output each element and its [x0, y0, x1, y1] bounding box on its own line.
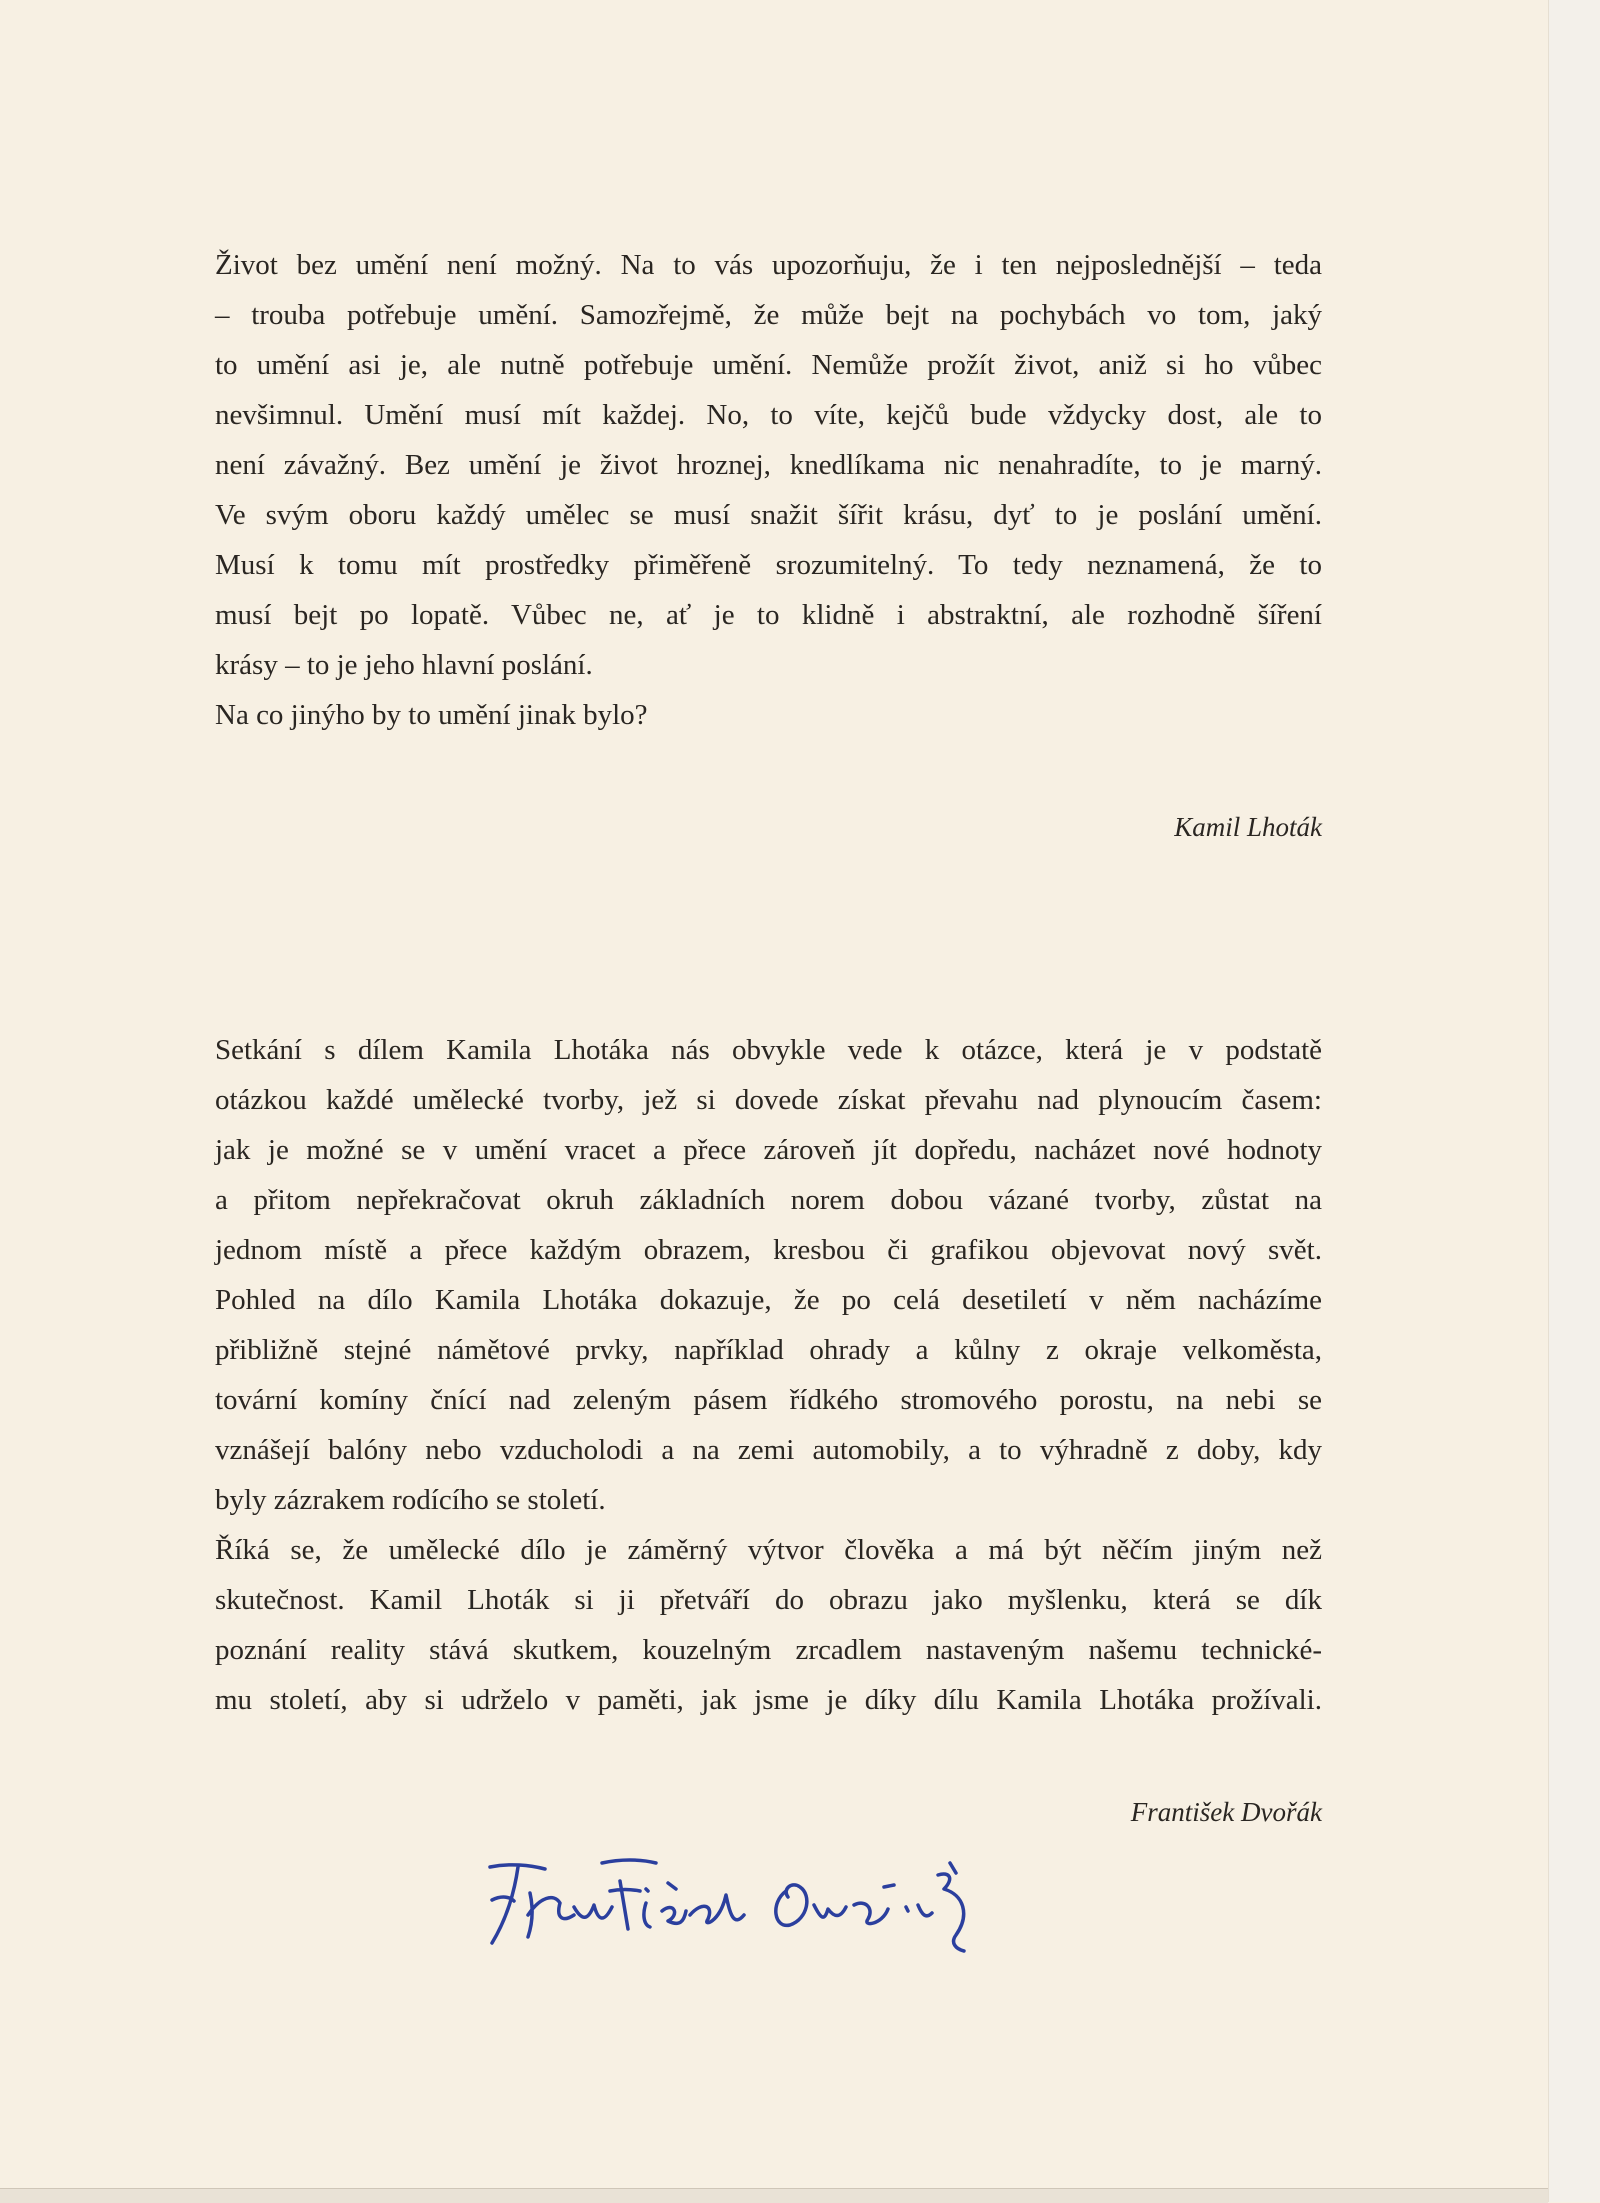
quote-line: musí bejt po lopatě. Vůbec ne, ať je to klidně i abstraktní, ale rozhodně šíření — [215, 599, 1322, 631]
essay-line: a přitom nepřekračovat okruh základních norem dobou vázané tvorby, zůstat na — [215, 1184, 1322, 1216]
essay-line: jednom místě a přece každým obrazem, kresbou či grafikou objevovat nový svět. — [215, 1234, 1322, 1266]
essay-line: jak je možné se v umění vracet a přece zároveň jít dopředu, nacházet nové hodnoty — [215, 1134, 1322, 1166]
essay-line: přibližně stejné námětové prvky, například ohrady a kůlny z okraje velkoměsta, — [215, 1334, 1322, 1366]
essay-line: mu století, aby si udrželo v paměti, jak jsme je díky dílu Kamila Lhotáka prožívali. — [215, 1684, 1322, 1716]
quote-line: Ve svým oboru každý umělec se musí snažit šířit krásu, dyť to je poslání umění. — [215, 499, 1322, 531]
essay-line: byly zázrakem rodícího se století. — [215, 1484, 606, 1516]
essay-line: tovární komíny čnící nad zeleným pásem řídkého stromového porostu, na nebi se — [215, 1384, 1322, 1416]
quote-line: – trouba potřebuje umění. Samozřejmě, že může bejt na pochybách vo tom, jaký — [215, 299, 1322, 331]
quote-line: nevšimnul. Umění musí mít každej. No, to víte, kejčů bude vždycky dost, ale to — [215, 399, 1322, 431]
essay-line: vznášejí balóny nebo vzducholodi a na zemi automobily, a to výhradně z doby, kdy — [215, 1434, 1322, 1466]
essay-line: skutečnost. Kamil Lhoták si ji přetváří do obrazu jako myšlenku, která se dík — [215, 1584, 1322, 1616]
quote-line: Na co jinýho by to umění jinak bylo? — [215, 699, 648, 731]
page-edge-bottom — [0, 2188, 1548, 2203]
quote-line: není závažný. Bez umění je život hroznej, knedlíkama nic nenahradíte, to je marný. — [215, 449, 1322, 481]
essay-line: Setkání s dílem Kamila Lhotáka nás obvykle vede k otázce, která je v podstatě — [215, 1034, 1322, 1066]
essay-author: František Dvořák — [1130, 1797, 1322, 1827]
essay-paragraph — [215, 1025, 1322, 1725]
quote-paragraph — [215, 240, 1322, 740]
essay-line: Pohled na dílo Kamila Lhotáka dokazuje, že po celá desetiletí v něm nacházíme — [215, 1284, 1322, 1316]
essay-line: poznání reality stává skutkem, kouzelným zrcadlem nastaveným našemu technické- — [215, 1634, 1322, 1666]
quote-line: Musí k tomu mít prostředky přiměřeně srozumitelný. To tedy neznamená, že to — [215, 549, 1322, 581]
page-edge-right — [1548, 0, 1600, 2202]
quote-author: Kamil Lhoták — [1174, 812, 1322, 842]
handwritten-signature — [470, 1845, 1090, 1955]
quote-line: Život bez umění není možný. Na to vás upozorňuju, že i ten nejposlednější – teda — [215, 249, 1322, 281]
essay-line: Říká se, že umělecké dílo je záměrný výtvor člověka a má být něčím jiným než — [215, 1534, 1322, 1566]
quote-line: krásy – to je jeho hlavní poslání. — [215, 649, 593, 681]
quote-line: to umění asi je, ale nutně potřebuje umění. Nemůže prožít život, aniž si ho vůbec — [215, 349, 1322, 381]
essay-line: otázkou každé umělecké tvorby, jež si dovede získat převahu nad plynoucím časem: — [215, 1084, 1322, 1116]
